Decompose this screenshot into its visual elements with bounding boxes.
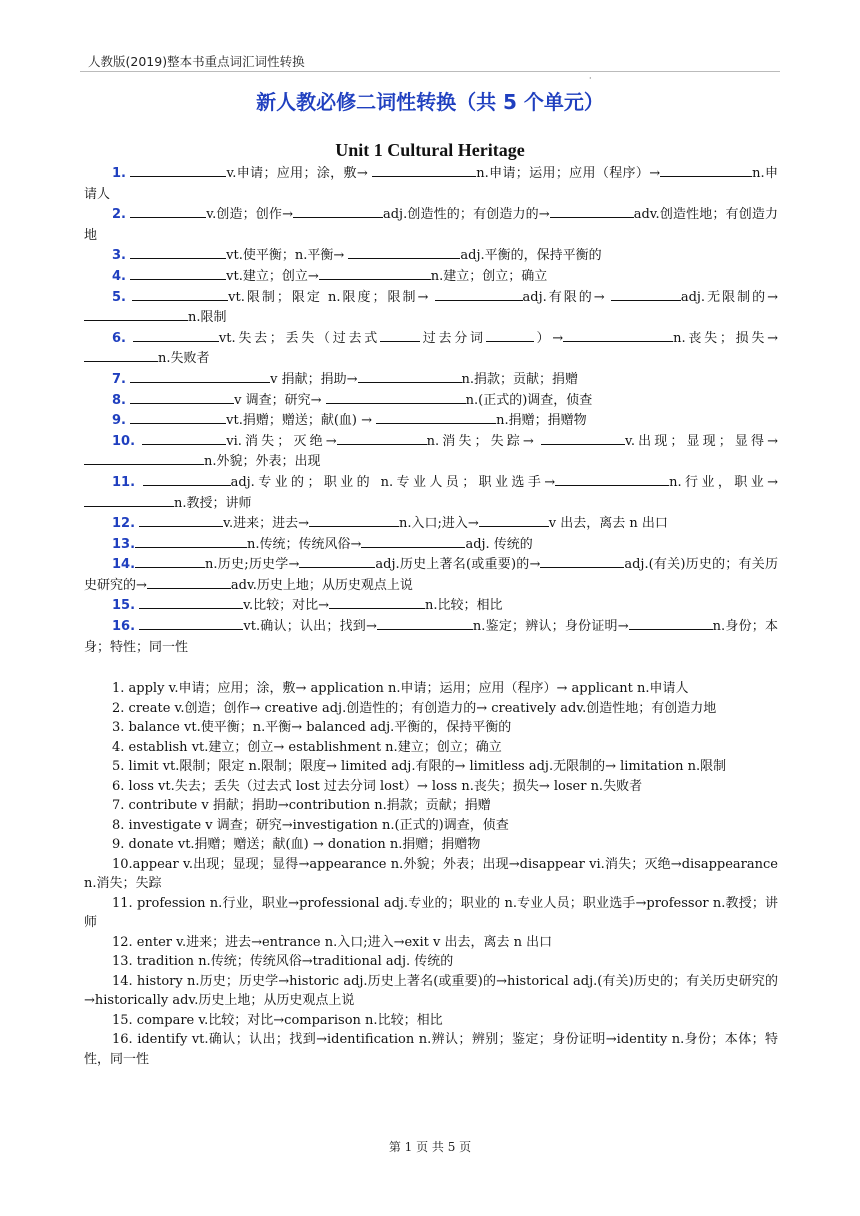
answer-item: 3. balance vt.使平衡；n.平衡→ balanced adj.平衡的，保持平衡的 [112, 720, 512, 735]
answer-blank[interactable] [130, 391, 234, 404]
answer-item: 12. enter v.进来；进去→entrance n.入口;进入→exit v 出去，离去 n 出口 [112, 934, 553, 950]
answer-blank[interactable] [348, 246, 460, 259]
answer-blank[interactable] [611, 288, 681, 301]
answer-blank[interactable] [139, 596, 243, 609]
answer-blank[interactable] [555, 473, 669, 486]
answer-blank[interactable] [372, 164, 476, 177]
exercise-item: 6. vt.失去；丢失（过去式 过去分词 ）→ n.丧失；损失→n.失败者 [84, 329, 778, 370]
answer-blank[interactable] [358, 370, 462, 383]
exercise-item: 12. v.进来；进去→ n.入口;进入→ v 出去，离去 n 出口 [112, 516, 668, 532]
answer-blank[interactable] [660, 164, 752, 177]
exercise-number: 7. [112, 371, 126, 387]
answer-item: 5. limit vt.限制；限定 n.限制；限度→ limited adj.有限的→ limitless adj.无限制的→ limitation n.限制 [112, 759, 727, 774]
answer-item: 2. create v.创造；创作→ creative adj.创造性的；有创造力的→ creatively adv.创造性地；有创造力地 [112, 700, 717, 716]
exercise-item: 16. vt.确认；认出；找到→ n.鉴定；辨认；身份证明→ n.身份；本身；特性；同一性 [84, 619, 779, 655]
exercise-list [84, 164, 778, 658]
exercise-item: 13. n.传统；传统风俗→ adj. 传统的 [112, 536, 533, 552]
answer-item: 1. apply v.申请；应用；涂，敷→ application n.申请；运用；应用（程序）→ applicant n.申请人 [112, 681, 689, 696]
exercise-item: 4. vt.建立；创立→ n.建立；创立；确立 [112, 268, 548, 284]
answer-blank[interactable] [130, 411, 226, 424]
answer-blank[interactable] [143, 473, 231, 486]
exercise-number: 16. [112, 619, 136, 635]
answer-item: 6. loss vt.失去；丢失（过去式 lost 过去分词 lost）→ loss n.丧失；损失→ loser n.失败者 [112, 778, 643, 794]
answer-blank[interactable] [486, 329, 534, 342]
exercise-number: 10. [112, 433, 136, 449]
answer-item: 4. establish vt.建立；创立→ establishment n.建立；创立；确立 [112, 739, 502, 755]
answer-blank[interactable] [84, 349, 158, 362]
answer-blank[interactable] [130, 164, 226, 177]
answer-item: 16. identify vt.确认；认出；找到→identification n.辨认；辨别；鉴定；身份证明→identity n.身份；本体；特性，同一性 [84, 1032, 778, 1067]
answer-blank[interactable] [130, 205, 206, 218]
answer-item: 9. donate vt.捐赠；赠送；献(血) → donation n.捐赠；捐赠物 [112, 837, 481, 852]
answer-blank[interactable] [130, 246, 226, 259]
answer-item: 8. investigate v 调查；研究→investigation n.(正式的)调查，侦查 [112, 817, 509, 833]
exercise-number: 6. [112, 330, 126, 346]
answer-blank[interactable] [337, 432, 427, 445]
exercise-item: 5. vt.限制；限定 n.限度；限制→ adj.有限的→ adj.无限制的→n.限制 [84, 288, 778, 329]
exercise-item: 3. vt.使平衡；n.平衡→ adj.平衡的，保持平衡的 [112, 248, 602, 264]
exercise-number: 11. [112, 474, 136, 490]
exercise-number: 13. [112, 536, 136, 552]
answer-blank[interactable] [629, 617, 713, 630]
exercise-number: 3. [112, 248, 126, 264]
exercise-item: 2. v.创造；创作→ adj.创造性的；有创造力的→ adv.创造性地；有创造力地 [84, 207, 778, 243]
exercise-number: 5. [112, 289, 126, 305]
exercise-number: 12. [112, 516, 136, 532]
exercise-number: 14. [112, 557, 136, 573]
answer-blank[interactable] [563, 329, 673, 342]
exercise-item: 14. n.历史;历史学→ adj.历史上著名(或重要)的→ adj.(有关)历史的；有关历史研究的→ adv.历史上地；从历史观点上说 [84, 557, 778, 593]
unit-title: Unit 1 Cultural Heritage [335, 140, 525, 160]
answer-blank[interactable] [135, 555, 205, 568]
answer-blank[interactable] [376, 411, 496, 424]
exercise-item: 11. adj.专业的；职业的 n.专业人员；职业选手→ n.行业，职业→n.教授；讲师 [84, 473, 778, 514]
answer-blank[interactable] [479, 514, 549, 527]
answer-blank[interactable] [540, 555, 624, 568]
answer-blank[interactable] [84, 452, 204, 465]
exercise-number: 2. [112, 207, 126, 223]
answer-blank[interactable] [319, 267, 431, 280]
exercise-item: 1. v.申请；应用；涂，敷→ n.申请；运用；应用（程序）→ n.申请人 [84, 166, 778, 202]
answer-blank[interactable] [299, 555, 375, 568]
answer-blank[interactable] [293, 205, 383, 218]
answer-blank[interactable] [541, 432, 625, 445]
exercise-item: 15. v.比较；对比→ n.比较；相比 [112, 598, 503, 614]
answer-blank[interactable] [135, 535, 247, 548]
answer-blank[interactable] [132, 288, 228, 301]
answer-blank[interactable] [329, 596, 425, 609]
exercise-number: 1. [112, 166, 126, 181]
answer-blank[interactable] [550, 205, 634, 218]
answer-blank[interactable] [326, 391, 466, 404]
answer-key [84, 679, 778, 1069]
answer-item: 11. profession n.行业，职业→professional adj.专业的；职业的 n.专业人员；职业选手→professor n.教授；讲师 [84, 895, 778, 930]
answer-blank[interactable] [139, 514, 223, 527]
answer-item: 15. compare v.比较；对比→comparison n.比较；相比 [112, 1012, 443, 1028]
exercise-number: 15. [112, 598, 136, 614]
exercise-item: 9. vt.捐赠；赠送；献(血) → n.捐赠；捐赠物 [112, 413, 587, 429]
page-footer: 第 1 页 共 5 页 [388, 1140, 472, 1154]
header-divider [80, 71, 780, 72]
answer-blank[interactable] [130, 370, 270, 383]
answer-blank[interactable] [84, 494, 174, 507]
answer-blank[interactable] [84, 308, 188, 321]
stray-mark: · [589, 74, 592, 83]
answer-blank[interactable] [139, 617, 243, 630]
exercise-number: 8. [112, 392, 126, 408]
page-title: 新人教必修二词性转换（共 5 个单元） [256, 90, 604, 114]
exercise-item: 7. v 捐献；捐助→ n.捐款；贡献；捐赠 [112, 371, 579, 387]
exercise-number: 9. [112, 413, 126, 429]
answer-item: 7. contribute v 捐献；捐助→contribution n.捐款；贡献；捐赠 [112, 798, 491, 813]
answer-blank[interactable] [361, 535, 465, 548]
answer-blank[interactable] [377, 617, 473, 630]
exercise-item: 10. vi.消失；灭绝→ n.消失；失踪→ v.出现；显现；显得→n.外貌；外表；出现 [84, 432, 778, 473]
answer-blank[interactable] [435, 288, 523, 301]
exercise-item: 8. v 调查；研究→ n.(正式的)调查，侦查 [112, 392, 593, 408]
answer-item: 10.appear v.出现；显现；显得→appearance n.外貌；外表；出现→disappear vi.消失；灭绝→disappearance n.消失；失踪 [84, 856, 778, 891]
answer-item: 14. history n.历史；历史学→historic adj.历史上著名(或重要)的→historical adj.(有关)历史的；有关历史研究的→historically adv.历史上地；从历史观点上说 [84, 973, 778, 1008]
answer-blank[interactable] [147, 576, 231, 589]
answer-blank[interactable] [142, 432, 226, 445]
page-header: 人教版(2019)整本书重点词汇词性转换 [88, 54, 305, 69]
answer-blank[interactable] [309, 514, 399, 527]
answer-blank[interactable] [130, 267, 226, 280]
answer-item: 13. tradition n.传统；传统风俗→traditional adj. 传统的 [112, 954, 454, 969]
exercise-number: 4. [112, 268, 126, 284]
answer-blank[interactable] [133, 329, 219, 342]
answer-blank[interactable] [380, 329, 420, 342]
